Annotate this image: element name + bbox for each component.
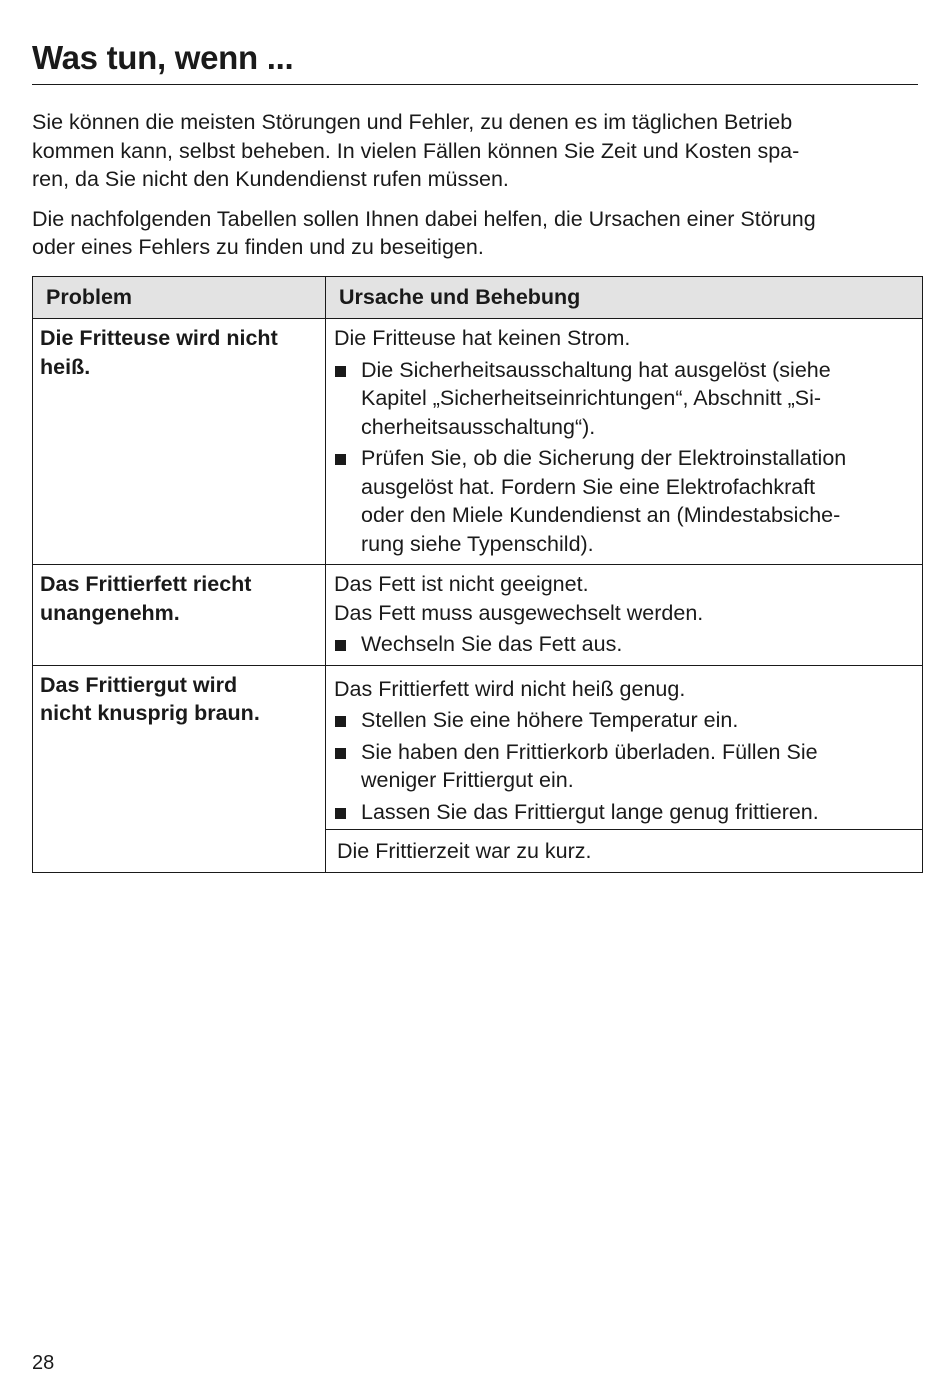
square-bullet-icon (335, 748, 346, 759)
intro-line: ren, da Sie nicht den Kundendienst rufen müssen. (32, 167, 509, 191)
intro-line: kommen kann, selbst beheben. In vielen Fällen können Sie Zeit und Kosten spa- (32, 138, 800, 163)
remedy-bullet (334, 630, 914, 659)
bullet-line: Stellen Sie eine höhere Temperatur ein. (361, 708, 739, 732)
problem-line: Die Fritteuse wird nicht (40, 326, 278, 350)
table-header-row (33, 276, 923, 319)
problem-line: heiß. (40, 354, 91, 379)
remedy-bullet (334, 706, 914, 735)
bullet-line: weniger Frittiergut ein. (361, 768, 574, 792)
cause-cell (326, 319, 923, 565)
troubleshooting-table (32, 276, 923, 873)
problem-line: Das Frittiergut wird (40, 672, 238, 697)
bullet-line: cherheitsausschaltung“). (361, 414, 596, 439)
problem-cell (33, 565, 326, 666)
intro-paragraph-1 (32, 108, 920, 194)
square-bullet-icon (335, 640, 346, 651)
table-row (33, 665, 923, 830)
square-bullet-icon (335, 808, 346, 819)
column-header-cause: Ursache und Behebung (326, 276, 923, 319)
cause-line: Das Fett ist nicht geeignet. (334, 572, 589, 596)
bullet-line: rung siehe Typenschild). (361, 531, 594, 556)
problem-line: Das Frittierfett riecht (40, 572, 252, 596)
intro-line: Sie können die meisten Störungen und Fehler, zu denen es im täglichen Betrieb (32, 110, 793, 134)
bullet-line: Lassen Sie das Frittiergut lange genug frittieren. (361, 799, 819, 824)
table-row (33, 319, 923, 565)
page-title: Was tun, wenn ... (32, 39, 294, 76)
cause-cell (326, 565, 923, 666)
cause-cell (326, 665, 923, 830)
intro-text (32, 108, 920, 262)
bullet-line: Prüfen Sie, ob die Sicherung der Elektroinstallation (361, 446, 847, 470)
square-bullet-icon (335, 716, 346, 727)
bullet-line: Die Sicherheitsausschaltung hat ausgelöst (siehe (361, 357, 831, 382)
manual-page (32, 0, 920, 873)
bullet-line: oder den Miele Kundendienst an (Mindestabsiche- (361, 503, 841, 527)
intro-paragraph-2 (32, 205, 920, 262)
problem-line: nicht knusprig braun. (40, 701, 260, 725)
cause-line: Das Frittierfett wird nicht heiß genug. (334, 676, 686, 701)
remedy-bullet (334, 356, 914, 442)
bullet-line: Kapitel „Sicherheitseinrichtungen“, Abschnitt „Si- (361, 386, 822, 410)
cause-cell: Die Frittierzeit war zu kurz. (326, 830, 923, 873)
remedy-bullet (334, 444, 914, 558)
cause-line: Das Fett muss ausgewechselt werden. (334, 600, 704, 625)
column-header-problem: Problem (33, 276, 326, 319)
problem-cell (33, 319, 326, 565)
problem-cell (33, 665, 326, 872)
remedy-bullet (334, 738, 914, 795)
bullet-line: Wechseln Sie das Fett aus. (361, 632, 623, 656)
bullet-line: Sie haben den Frittierkorb überladen. Füllen Sie (361, 739, 818, 764)
problem-line: unangenehm. (40, 600, 180, 625)
table-row (33, 565, 923, 666)
intro-line: Die nachfolgenden Tabellen sollen Ihnen dabei helfen, die Ursachen einer Störung (32, 206, 816, 231)
page-number: 28 (32, 1352, 55, 1374)
intro-line: oder eines Fehlers zu finden und zu beseitigen. (32, 235, 484, 259)
bullet-line: ausgelöst hat. Fordern Sie eine Elektrofachkraft (361, 474, 816, 499)
cause-line: Die Fritteuse hat keinen Strom. (334, 326, 631, 350)
title-divider (32, 84, 918, 85)
square-bullet-icon (335, 454, 346, 465)
remedy-bullet (334, 798, 914, 827)
square-bullet-icon (335, 366, 346, 377)
